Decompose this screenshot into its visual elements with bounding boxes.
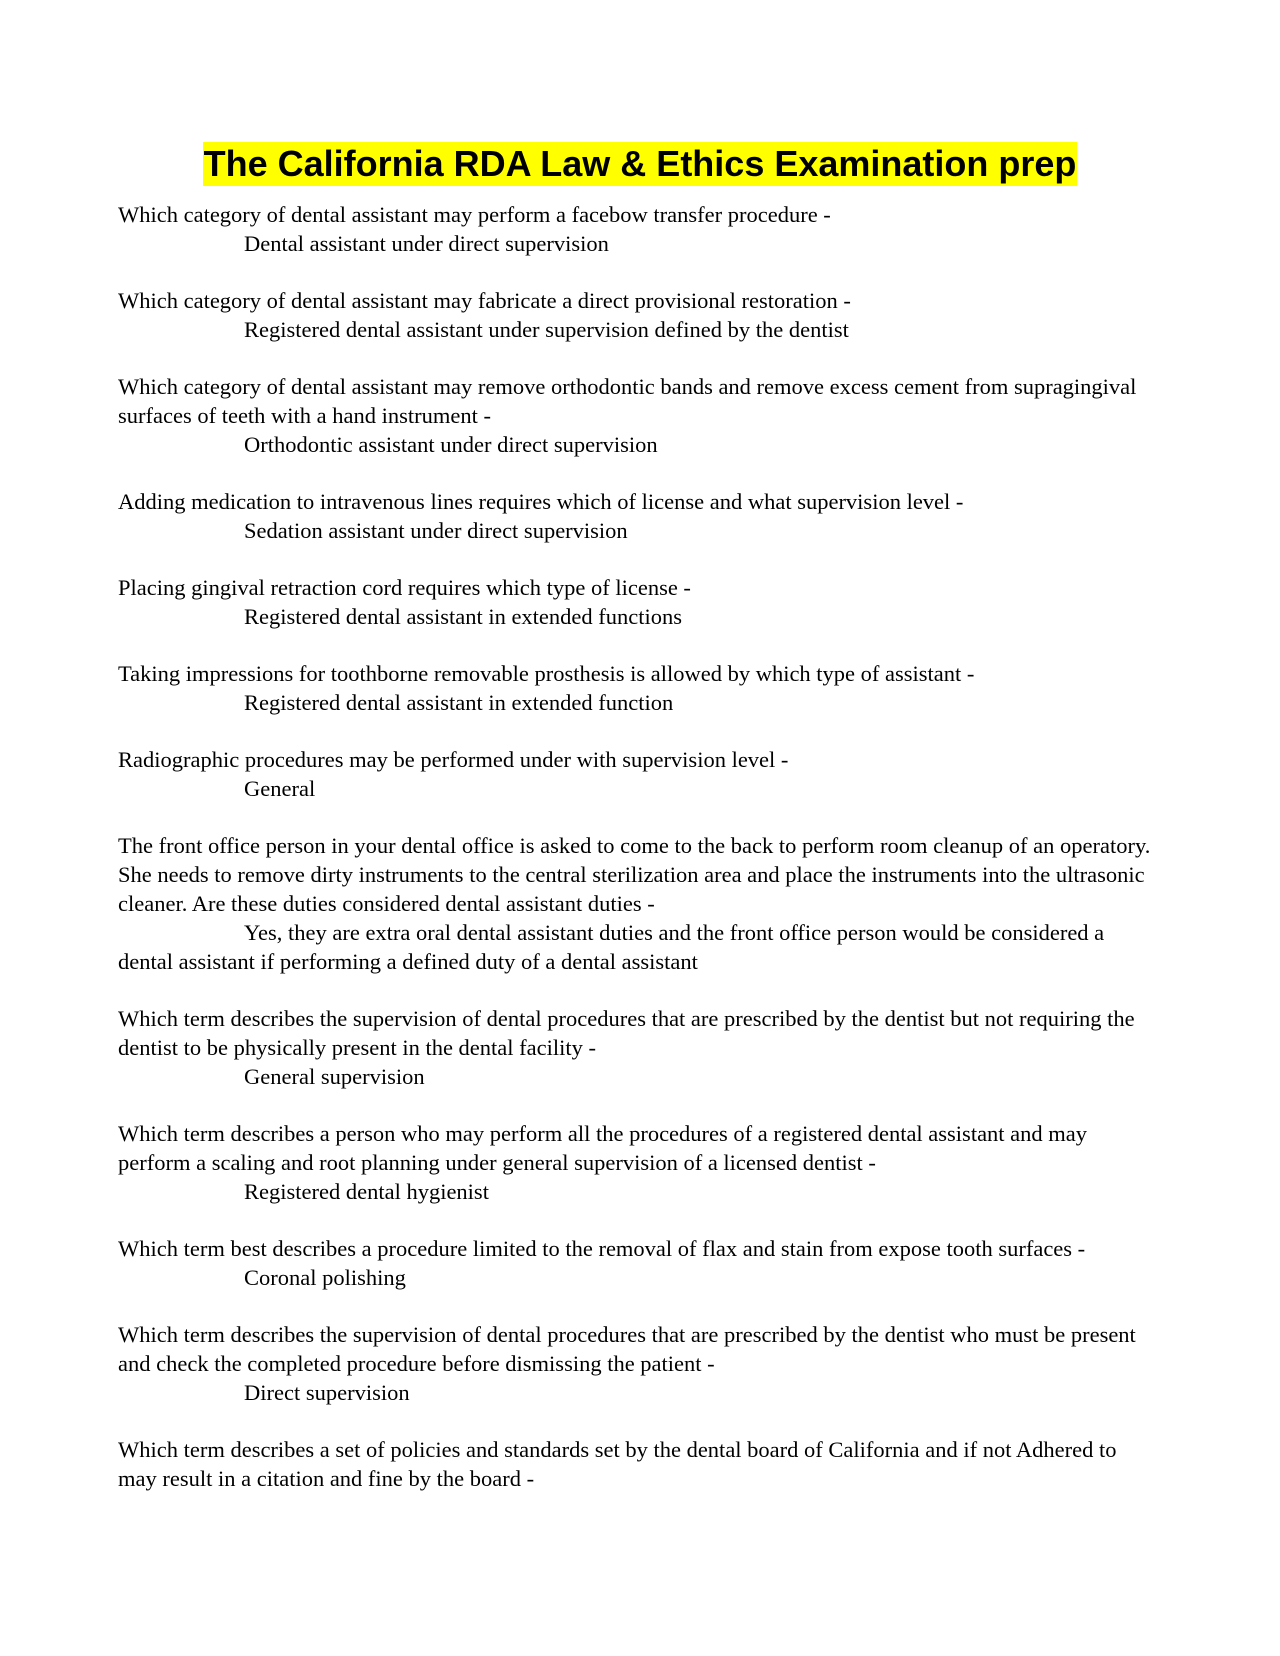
- question-text: Which term describes the supervision of dental procedures that are prescribed by the dentist who must be present and check the completed procedure before dismissing the patient -: [118, 1322, 1136, 1376]
- qa-item: [118, 286, 1158, 344]
- question-text: Which term best describes a procedure limited to the removal of flax and stain from expose tooth surfaces -: [118, 1236, 1086, 1261]
- question-text: Placing gingival retraction cord requires which type of license -: [118, 575, 691, 600]
- question-text: Which category of dental assistant may perform a facebow transfer procedure -: [118, 202, 831, 227]
- qa-item: [118, 659, 1158, 717]
- qa-item: [118, 745, 1158, 803]
- qa-item: [118, 1119, 1158, 1206]
- answer-text: Orthodontic assistant under direct supervision: [244, 432, 658, 457]
- qa-item: [118, 372, 1158, 459]
- title-container: [0, 142, 1280, 186]
- answer-text: Coronal polishing: [244, 1265, 406, 1290]
- answer-text: Direct supervision: [244, 1380, 410, 1405]
- answer-text: General supervision: [244, 1064, 425, 1089]
- qa-item: [118, 1004, 1158, 1091]
- answer-text: Registered dental assistant under supervision defined by the dentist: [244, 317, 849, 342]
- question-text: The front office person in your dental office is asked to come to the back to perform room cleanup of an operatory. She needs to remove dirty instruments to the central sterilization area and place the instruments into the ultrasonic cleaner. Are these duties considered dental assistant duties -: [118, 833, 1151, 916]
- answer-text: Yes, they are extra oral dental assistant duties and the front office person would be considered a dental assistant if performing a defined duty of a dental assistant: [118, 920, 1105, 974]
- page-title: The California RDA Law & Ethics Examination prep: [203, 143, 1077, 184]
- question-text: Adding medication to intravenous lines requires which of license and what supervision level -: [118, 489, 964, 514]
- qa-item: [118, 1234, 1158, 1292]
- answer-text: Registered dental assistant in extended functions: [244, 604, 683, 629]
- qa-item: [118, 573, 1158, 631]
- answer-text: Registered dental hygienist: [244, 1179, 489, 1204]
- question-text: Radiographic procedures may be performed under with supervision level -: [118, 747, 789, 772]
- answer-text: Dental assistant under direct supervision: [244, 231, 609, 256]
- question-text: Which category of dental assistant may remove orthodontic bands and remove excess cement from supragingival surfaces of teeth with a hand instrument -: [118, 374, 1137, 428]
- answer-text: General: [244, 776, 316, 801]
- question-text: Which term describes the supervision of dental procedures that are prescribed by the dentist but not requiring the dentist to be physically present in the dental facility -: [118, 1006, 1135, 1060]
- question-text: Which term describes a set of policies and standards set by the dental board of California and if not Adhered to may result in a citation and fine by the board -: [118, 1437, 1117, 1491]
- question-text: Which category of dental assistant may fabricate a direct provisional restoration -: [118, 288, 851, 313]
- qa-item: [118, 1435, 1158, 1493]
- question-text: Taking impressions for toothborne removable prosthesis is allowed by which type of assistant -: [118, 661, 975, 686]
- answer-text: Registered dental assistant in extended function: [244, 690, 674, 715]
- qa-item: [118, 200, 1158, 258]
- qa-item: [118, 831, 1158, 976]
- answer-text: Sedation assistant under direct supervision: [244, 518, 628, 543]
- qa-item: [118, 487, 1158, 545]
- qa-list: [118, 200, 1158, 1521]
- qa-item: [118, 1320, 1158, 1407]
- question-text: Which term describes a person who may perform all the procedures of a registered dental assistant and may perform a scaling and root planning under general supervision of a licensed dentist -: [118, 1121, 1088, 1175]
